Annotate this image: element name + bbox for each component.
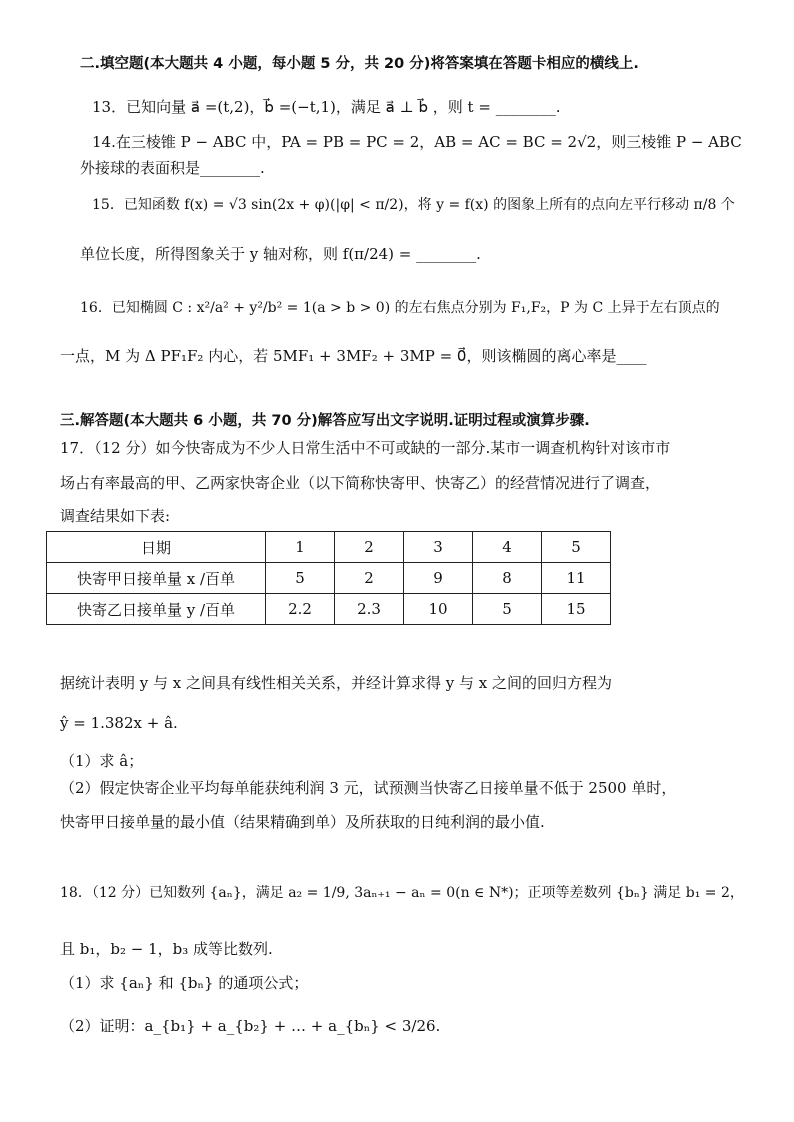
table-cell: 15 bbox=[542, 594, 611, 625]
table-cell: 8 bbox=[473, 563, 542, 594]
question-18-part-1: （1）求 {aₙ} 和 {bₙ} 的通项公式； bbox=[60, 974, 309, 992]
question-15-line2: 单位长度，所得图象关于 y 轴对称，则 f(π/24) = ________. bbox=[80, 245, 481, 263]
section3-heading: 三.解答题(本大题共 6 小题，共 70 分)解答应写出文字说明.证明过程或演算步骤. bbox=[60, 413, 590, 429]
question-17-intro-1: 17．（12 分）如今快寄成为不少人日常生活中不可或缺的一部分.某市一调查机构针对该市市 bbox=[60, 439, 671, 457]
question-18-line2: 且 b₁，b₂ − 1，b₃ 成等比数列. bbox=[60, 940, 273, 958]
table-header-cell: 3 bbox=[404, 532, 473, 563]
table-cell: 2.3 bbox=[335, 594, 404, 625]
question-14-line2: 外接球的表面积是________. bbox=[80, 159, 265, 177]
question-18-line1: 18．（12 分）已知数列 {aₙ}，满足 a₂ = 1/9, 3aₙ₊₁ − aₙ = 0(n ∈ N*)；正项等差数列 {bₙ} 满足 b₁ = 2， bbox=[60, 885, 744, 901]
table-cell: 5 bbox=[473, 594, 542, 625]
question-14-line1: 14.在三棱锥 P − ABC 中，PA = PB = PC = 2，AB = AC = BC = 2√2，则三棱锥 P − ABC bbox=[92, 133, 742, 151]
question-17-intro-3: 调查结果如下表: bbox=[60, 507, 171, 525]
table-cell: 2.2 bbox=[266, 594, 335, 625]
table-cell: 11 bbox=[542, 563, 611, 594]
regression-equation: ŷ = 1.382x + â. bbox=[60, 714, 178, 732]
table-cell: 2 bbox=[335, 563, 404, 594]
table-header-cell: 4 bbox=[473, 532, 542, 563]
question-13: 13．已知向量 a⃗ =(t,2)，b⃗ =(−t,1)，满足 a⃗ ⊥ b⃗ ，则 t = ________. bbox=[92, 98, 561, 116]
question-17-part-2b: 快寄甲日接单量的最小值（结果精确到单）及所获取的日纯利润的最小值. bbox=[60, 813, 545, 831]
question-17-intro-2: 场占有率最高的甲、乙两家快寄企业（以下简称快寄甲、快寄乙）的经营情况进行了调查， bbox=[60, 474, 661, 492]
table-cell: 9 bbox=[404, 563, 473, 594]
table-cell: 快寄甲日接单量 x /百单 bbox=[47, 563, 266, 594]
question-18-part-2: （2）证明：a_{b₁} + a_{b₂} + … + a_{bₙ} < 3/26. bbox=[60, 1017, 441, 1035]
section2-heading: 二.填空题(本大题共 4 小题，每小题 5 分，共 20 分)将答案填在答题卡相应的横线上. bbox=[80, 56, 639, 72]
table-row bbox=[47, 594, 611, 625]
question-15-line1: 15．已知函数 f(x) = √3 sin(2x + φ)(|φ| < π/2)，将 y = f(x) 的图象上所有的点向左平行移动 π/8 个 bbox=[92, 197, 735, 213]
table-header-cell: 2 bbox=[335, 532, 404, 563]
table-header-cell: 5 bbox=[542, 532, 611, 563]
table-header-row bbox=[47, 532, 611, 563]
table-header-cell: 日期 bbox=[47, 532, 266, 563]
question-17-part-2a: （2）假定快寄企业平均每单能获纯利润 3 元，试预测当快寄乙日接单量不低于 2500 单时， bbox=[60, 779, 677, 797]
table-cell: 快寄乙日接单量 y /百单 bbox=[47, 594, 266, 625]
question-16-line1: 16．已知椭圆 C : x²/a² + y²/b² = 1(a > b > 0) 的左右焦点分别为 F₁,F₂，P 为 C 上异于左右顶点的 bbox=[80, 300, 720, 316]
question-17-text-1: 据统计表明 y 与 x 之间具有线性相关关系，并经计算求得 y 与 x 之间的回归方程为 bbox=[60, 674, 613, 692]
delivery-data-table bbox=[46, 531, 611, 625]
question-17-part-1: （1）求 â； bbox=[60, 752, 144, 770]
table-header-cell: 1 bbox=[266, 532, 335, 563]
table-cell: 5 bbox=[266, 563, 335, 594]
table-cell: 10 bbox=[404, 594, 473, 625]
table-row bbox=[47, 563, 611, 594]
question-16-line2: 一点，M 为 Δ PF₁F₂ 内心，若 5MF₁ + 3MF₂ + 3MP = 0⃗，则该椭圆的离心率是____ bbox=[60, 347, 647, 365]
